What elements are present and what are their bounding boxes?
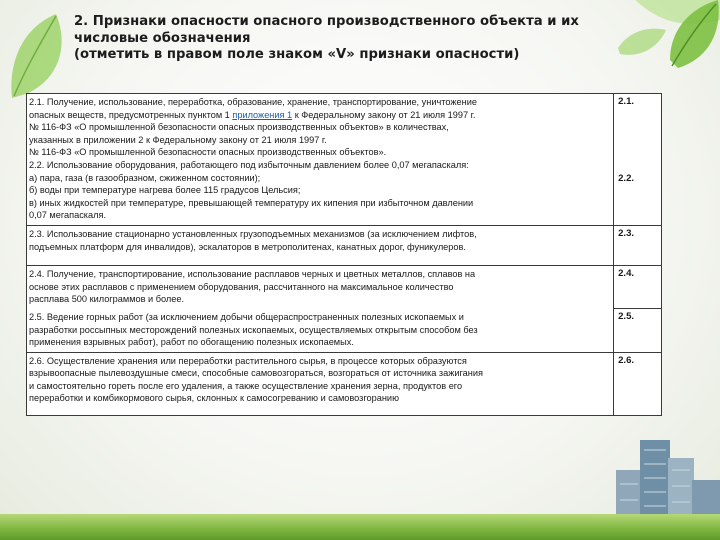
title-line-3: (отметить в правом поле знаком «V» признаки опасности) <box>74 47 520 62</box>
text-line: 2.1. Получение, использование, переработка, образование, хранение, транспортирование, уничтожение <box>29 97 477 107</box>
row-number-cell[interactable] <box>614 352 662 415</box>
text-fragment: к Федеральному закону от 21 июля 1997 г. <box>292 109 476 120</box>
row-number-cell[interactable] <box>614 266 662 309</box>
text-line: подъемных платформ для инвалидов), эскалаторов в метрополитенах, канатных дорог, фуникулеров. <box>29 241 466 252</box>
row-number-cell[interactable] <box>614 309 662 352</box>
text-line: № 116-ФЗ «О промышленной безопасности опасных производственных объектов» в количествах, <box>29 122 449 133</box>
text-line: 2.4. Получение, транспортирование, использование расплавов черных и цветных металлов, сплавов на <box>29 269 476 280</box>
text-line: 2.5. Ведение горных работ (за исключением добычи общераспространенных полезных ископаемых и <box>29 311 464 322</box>
hazard-signs-table <box>26 93 662 416</box>
row-text-2-6 <box>27 352 614 415</box>
text-line: разработки россыпных месторождений полезных ископаемых, осуществляемых открытым способом без <box>29 324 478 335</box>
text-line: 0,07 мегапаскаля. <box>29 210 107 221</box>
table-row <box>27 225 662 265</box>
text-line: № 116-ФЗ «О промышленной безопасности опасных производственных объектов». <box>29 147 387 158</box>
text-line <box>29 109 609 122</box>
title-line-1: 2. Признаки опасности опасного производственного объекта и их <box>74 14 579 29</box>
table-row <box>27 352 662 415</box>
row-number-cell[interactable] <box>614 94 662 226</box>
grass-strip <box>0 514 720 540</box>
row-text-2-4 <box>27 266 614 309</box>
spacer <box>618 109 657 173</box>
text-line: взрывоопасные пылевоздушные смеси, способные самовозгораться, возгораться от источника зажигания <box>29 368 483 379</box>
row-text-2-3 <box>27 225 614 265</box>
appendix-1-link[interactable]: приложения 1 <box>232 109 293 120</box>
text-line: а) пара, газа (в газообразном, сжиженном состоянии); <box>29 172 261 183</box>
sign-number: 2.5. <box>618 311 635 323</box>
text-line: в) иных жидкостей при температуре, превышающей температуру их кипения при избыточном давлении <box>29 197 474 208</box>
text-fragment: опасных веществ, предусмотренных пунктом 1 <box>29 109 233 120</box>
page-title <box>74 14 644 64</box>
row-number-cell[interactable] <box>614 225 662 265</box>
leaf-left-icon <box>4 8 74 103</box>
sign-number: 2.3. <box>618 227 635 239</box>
text-line: применения взрывных работ), работ по обогащению полезных ископаемых. <box>29 337 354 348</box>
text-line: 2.3. Использование стационарно установленных грузоподъемных механизмов (за исключением лифтов, <box>29 228 477 239</box>
table-row <box>27 309 662 352</box>
row-text-2-5 <box>27 309 614 352</box>
text-line: указанных в приложении 2 к Федеральному закону от 21 июля 1997 г. <box>29 134 327 145</box>
text-line: расплава 500 килограммов и более. <box>29 294 185 305</box>
sign-number: 2.2. <box>618 172 635 184</box>
text-line: 2.2. Использование оборудования, работающего под избыточным давлением более 0,07 мегапаскаля: <box>29 159 469 170</box>
text-line: 2.6. Осуществление хранения или переработки растительного сырья, в процессе которых образуются <box>29 355 467 366</box>
text-line: и самостоятельно гореть после его удаления, а также осуществление хранения зерна, продуктов его <box>29 380 463 391</box>
row-text-2-1-2-2 <box>27 94 614 226</box>
text-line: переработки и комбикормового сырья, склонных к самосогреванию и самовозгоранию <box>29 393 399 404</box>
sign-number: 2.4. <box>618 268 635 280</box>
sign-number: 2.1. <box>618 96 635 107</box>
text-line: основе этих расплавов с применением оборудования, рассчитанного на максимальное количество <box>29 281 454 292</box>
sign-number: 2.6. <box>618 354 635 366</box>
table-row <box>27 94 662 226</box>
title-line-2: числовые обозначения <box>74 30 251 46</box>
text-line: б) воды при температуре нагрева более 115 градусов Цельсия; <box>29 185 301 196</box>
table-row <box>27 266 662 309</box>
